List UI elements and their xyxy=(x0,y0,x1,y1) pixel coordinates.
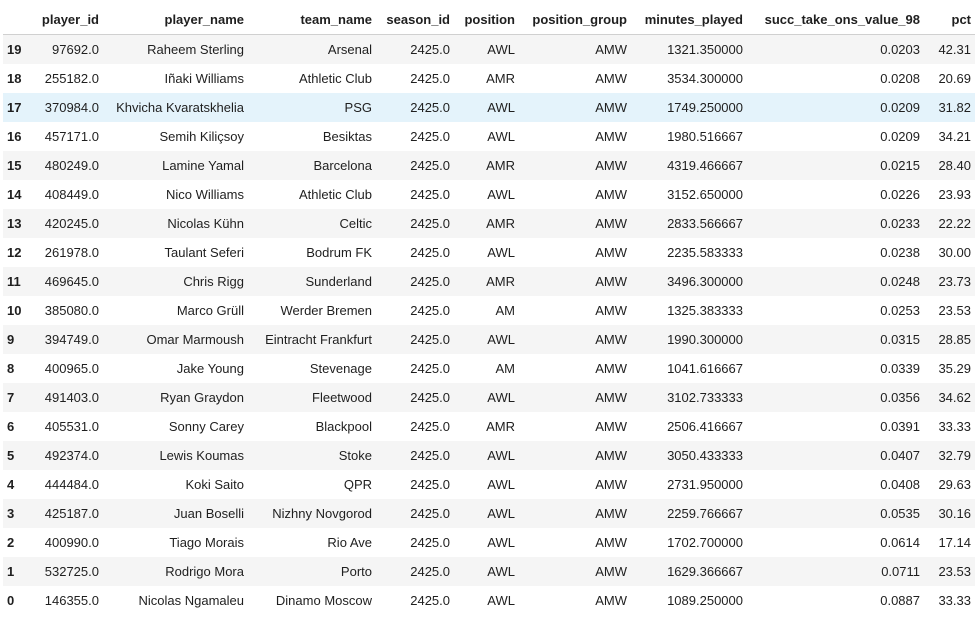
cell-position: AWL xyxy=(487,535,515,550)
cell-season-id: 2425.0 xyxy=(410,158,450,173)
cell-season-id: 2425.0 xyxy=(410,303,450,318)
cell-minutes-played: 3534.300000 xyxy=(667,71,743,86)
cell-position: AMR xyxy=(486,158,515,173)
cell-position: AWL xyxy=(487,332,515,347)
cell-season-id: 2425.0 xyxy=(410,100,450,115)
cell-player-name: Lamine Yamal xyxy=(162,158,244,173)
cell-team-name: Rio Ave xyxy=(327,535,372,550)
cell-succ-take-ons-value-98: 0.0253 xyxy=(880,303,920,318)
cell-season-id: 2425.0 xyxy=(410,332,450,347)
table-row xyxy=(3,470,975,499)
cell-team-name: Besiktas xyxy=(322,129,372,144)
column-header-player-name: player_name xyxy=(103,4,248,35)
cell-player-name: Nicolas Ngamaleu xyxy=(138,593,244,608)
cell-succ-take-ons-value-98: 0.0208 xyxy=(880,71,920,86)
cell-team-name: Werder Bremen xyxy=(280,303,372,318)
cell-team-name: Stevenage xyxy=(309,361,372,376)
cell-position-group: AMW xyxy=(595,100,627,115)
cell-succ-take-ons-value-98: 0.0226 xyxy=(880,187,920,202)
cell-position: AWL xyxy=(487,129,515,144)
cell-minutes-played: 1041.616667 xyxy=(667,361,743,376)
row-index: 7 xyxy=(7,390,15,405)
cell-position: AMR xyxy=(486,216,515,231)
row-index: 6 xyxy=(7,419,15,434)
cell-player-id: 97692.0 xyxy=(52,42,99,57)
cell-player-id: 408449.0 xyxy=(44,187,99,202)
cell-season-id: 2425.0 xyxy=(410,187,450,202)
cell-pct: 32.79 xyxy=(938,448,971,463)
cell-minutes-played: 1629.366667 xyxy=(667,564,743,579)
cell-minutes-played: 1321.350000 xyxy=(667,42,743,57)
cell-season-id: 2425.0 xyxy=(410,593,450,608)
row-index: 15 xyxy=(7,158,22,173)
cell-minutes-played: 3496.300000 xyxy=(667,274,743,289)
column-header-position-group: position_group xyxy=(519,4,631,35)
cell-minutes-played: 1749.250000 xyxy=(667,100,743,115)
cell-position-group: AMW xyxy=(595,303,627,318)
table-row xyxy=(3,296,975,325)
cell-player-id: 255182.0 xyxy=(44,71,99,86)
cell-season-id: 2425.0 xyxy=(410,506,450,521)
row-index: 14 xyxy=(7,187,22,202)
cell-minutes-played: 3050.433333 xyxy=(667,448,743,463)
cell-player-id: 420245.0 xyxy=(44,216,99,231)
cell-pct: 23.73 xyxy=(938,274,971,289)
table-row xyxy=(3,209,975,238)
column-header-pct: pct xyxy=(924,4,975,35)
cell-pct: 35.29 xyxy=(938,361,971,376)
cell-player-id: 480249.0 xyxy=(44,158,99,173)
cell-position-group: AMW xyxy=(595,42,627,57)
cell-player-name: Koki Saito xyxy=(185,477,244,492)
cell-position: AWL xyxy=(487,564,515,579)
cell-position-group: AMW xyxy=(595,535,627,550)
cell-team-name: Stoke xyxy=(338,448,372,463)
cell-pct: 23.93 xyxy=(938,187,971,202)
cell-player-id: 457171.0 xyxy=(44,129,99,144)
cell-season-id: 2425.0 xyxy=(410,42,450,57)
cell-team-name: Barcelona xyxy=(313,158,372,173)
cell-season-id: 2425.0 xyxy=(410,477,450,492)
cell-position-group: AMW xyxy=(595,419,627,434)
table-header xyxy=(3,4,975,35)
row-index: 19 xyxy=(7,42,22,57)
cell-succ-take-ons-value-98: 0.0233 xyxy=(880,216,920,231)
cell-succ-take-ons-value-98: 0.0339 xyxy=(880,361,920,376)
cell-pct: 28.40 xyxy=(938,158,971,173)
cell-pct: 30.16 xyxy=(938,506,971,521)
table-row xyxy=(3,441,975,470)
cell-succ-take-ons-value-98: 0.0238 xyxy=(880,245,920,260)
cell-succ-take-ons-value-98: 0.0711 xyxy=(881,564,920,579)
cell-player-name: Nico Williams xyxy=(166,187,244,202)
cell-minutes-played: 4319.466667 xyxy=(667,158,743,173)
cell-player-name: Juan Boselli xyxy=(173,506,244,521)
cell-minutes-played: 1089.250000 xyxy=(667,593,743,608)
column-header-index xyxy=(3,4,31,35)
column-header-minutes-played: minutes_played xyxy=(631,4,747,35)
row-index: 4 xyxy=(7,477,15,492)
cell-pct: 23.53 xyxy=(938,564,971,579)
cell-minutes-played: 2235.583333 xyxy=(667,245,743,260)
row-index: 18 xyxy=(7,71,22,86)
cell-season-id: 2425.0 xyxy=(410,129,450,144)
cell-minutes-played: 2731.950000 xyxy=(667,477,743,492)
cell-team-name: Nizhny Novgorod xyxy=(272,506,372,521)
cell-player-id: 491403.0 xyxy=(44,390,99,405)
cell-pct: 22.22 xyxy=(938,216,971,231)
cell-position: AM xyxy=(495,361,515,376)
cell-pct: 29.63 xyxy=(938,477,971,492)
table-row xyxy=(3,586,975,615)
table-row xyxy=(3,325,975,354)
cell-season-id: 2425.0 xyxy=(410,535,450,550)
row-index: 10 xyxy=(7,303,22,318)
cell-player-name: Sonny Carey xyxy=(168,419,244,434)
cell-team-name: Porto xyxy=(340,564,372,579)
cell-player-name: Omar Marmoush xyxy=(146,332,244,347)
cell-minutes-played: 1702.700000 xyxy=(667,535,743,550)
row-index: 1 xyxy=(7,564,15,579)
table-row xyxy=(3,122,975,151)
row-index: 2 xyxy=(7,535,15,550)
cell-player-name: Nicolas Kühn xyxy=(167,216,244,231)
cell-position: AM xyxy=(495,303,515,318)
cell-minutes-played: 2833.566667 xyxy=(667,216,743,231)
cell-season-id: 2425.0 xyxy=(410,71,450,86)
row-index: 17 xyxy=(7,100,22,115)
cell-position: AWL xyxy=(487,187,515,202)
cell-season-id: 2425.0 xyxy=(410,419,450,434)
cell-player-id: 425187.0 xyxy=(44,506,99,521)
cell-pct: 28.85 xyxy=(938,332,971,347)
cell-player-id: 469645.0 xyxy=(44,274,99,289)
cell-team-name: PSG xyxy=(344,100,372,115)
cell-season-id: 2425.0 xyxy=(410,245,450,260)
cell-season-id: 2425.0 xyxy=(410,216,450,231)
cell-player-name: Semih Kiliçsoy xyxy=(159,129,244,144)
cell-position: AWL xyxy=(487,477,515,492)
cell-position: AWL xyxy=(487,593,515,608)
cell-position-group: AMW xyxy=(595,187,627,202)
cell-succ-take-ons-value-98: 0.0203 xyxy=(880,42,920,57)
cell-pct: 17.14 xyxy=(938,535,971,550)
cell-pct: 23.53 xyxy=(938,303,971,318)
cell-position-group: AMW xyxy=(595,361,627,376)
cell-position-group: AMW xyxy=(595,564,627,579)
cell-player-name: Raheem Sterling xyxy=(147,42,244,57)
cell-team-name: Sunderland xyxy=(305,274,372,289)
cell-minutes-played: 1325.383333 xyxy=(667,303,743,318)
table-row xyxy=(3,93,975,122)
cell-player-id: 400965.0 xyxy=(44,361,99,376)
table-row xyxy=(3,35,975,65)
row-index: 16 xyxy=(7,129,22,144)
cell-succ-take-ons-value-98: 0.0315 xyxy=(880,332,920,347)
column-header-succ-take-ons-value-98: succ_take_ons_value_98 xyxy=(747,4,924,35)
cell-team-name: Fleetwood xyxy=(312,390,372,405)
cell-player-name: Taulant Seferi xyxy=(164,245,244,260)
cell-position-group: AMW xyxy=(595,216,627,231)
cell-player-name: Rodrigo Mora xyxy=(165,564,244,579)
cell-position: AMR xyxy=(486,274,515,289)
cell-succ-take-ons-value-98: 0.0887 xyxy=(880,593,920,608)
table-row xyxy=(3,151,975,180)
cell-position-group: AMW xyxy=(595,129,627,144)
cell-season-id: 2425.0 xyxy=(410,564,450,579)
cell-pct: 31.82 xyxy=(938,100,971,115)
table-row xyxy=(3,238,975,267)
cell-position: AMR xyxy=(486,71,515,86)
cell-player-id: 370984.0 xyxy=(44,100,99,115)
row-index: 5 xyxy=(7,448,15,463)
cell-team-name: Bodrum FK xyxy=(306,245,372,260)
cell-position-group: AMW xyxy=(595,71,627,86)
cell-position-group: AMW xyxy=(595,245,627,260)
cell-minutes-played: 2506.416667 xyxy=(667,419,743,434)
row-index: 8 xyxy=(7,361,15,376)
table-row xyxy=(3,412,975,441)
cell-minutes-played: 2259.766667 xyxy=(667,506,743,521)
cell-succ-take-ons-value-98: 0.0408 xyxy=(880,477,920,492)
cell-player-id: 385080.0 xyxy=(44,303,99,318)
cell-player-name: Ryan Graydon xyxy=(160,390,244,405)
cell-player-name: Iñaki Williams xyxy=(164,71,244,86)
cell-position-group: AMW xyxy=(595,390,627,405)
cell-minutes-played: 3102.733333 xyxy=(667,390,743,405)
cell-pct: 30.00 xyxy=(938,245,971,260)
cell-team-name: Celtic xyxy=(339,216,372,231)
table-row xyxy=(3,267,975,296)
cell-position: AWL xyxy=(487,245,515,260)
cell-position-group: AMW xyxy=(595,593,627,608)
table-row xyxy=(3,354,975,383)
cell-position-group: AMW xyxy=(595,332,627,347)
cell-succ-take-ons-value-98: 0.0407 xyxy=(880,448,920,463)
cell-position-group: AMW xyxy=(595,506,627,521)
row-index: 13 xyxy=(7,216,22,231)
row-index: 11 xyxy=(7,274,21,289)
table-row xyxy=(3,499,975,528)
cell-season-id: 2425.0 xyxy=(410,274,450,289)
cell-team-name: QPR xyxy=(343,477,372,492)
table-row xyxy=(3,528,975,557)
cell-season-id: 2425.0 xyxy=(410,448,450,463)
cell-player-id: 146355.0 xyxy=(44,593,99,608)
table-row xyxy=(3,557,975,586)
cell-position-group: AMW xyxy=(595,477,627,492)
column-header-season-id: season_id xyxy=(376,4,454,35)
cell-minutes-played: 3152.650000 xyxy=(667,187,743,202)
cell-position: AWL xyxy=(487,100,515,115)
cell-pct: 34.62 xyxy=(938,390,971,405)
cell-team-name: Arsenal xyxy=(327,42,372,57)
cell-position: AWL xyxy=(487,390,515,405)
cell-succ-take-ons-value-98: 0.0209 xyxy=(880,129,920,144)
cell-player-id: 394749.0 xyxy=(44,332,99,347)
cell-position: AWL xyxy=(487,506,515,521)
cell-succ-take-ons-value-98: 0.0391 xyxy=(880,419,920,434)
cell-position-group: AMW xyxy=(595,158,627,173)
table-row xyxy=(3,383,975,412)
cell-player-id: 400990.0 xyxy=(44,535,99,550)
header-row xyxy=(3,4,975,35)
cell-player-id: 405531.0 xyxy=(44,419,99,434)
cell-player-id: 492374.0 xyxy=(44,448,99,463)
cell-season-id: 2425.0 xyxy=(410,361,450,376)
cell-season-id: 2425.0 xyxy=(410,390,450,405)
cell-succ-take-ons-value-98: 0.0209 xyxy=(880,100,920,115)
cell-team-name: Blackpool xyxy=(315,419,372,434)
cell-position: AMR xyxy=(486,419,515,434)
cell-minutes-played: 1980.516667 xyxy=(667,129,743,144)
row-index: 0 xyxy=(7,593,15,608)
dataframe-table xyxy=(3,4,975,615)
column-header-player-id: player_id xyxy=(31,4,103,35)
cell-succ-take-ons-value-98: 0.0248 xyxy=(880,274,920,289)
cell-player-id: 444484.0 xyxy=(44,477,99,492)
cell-succ-take-ons-value-98: 0.0614 xyxy=(880,535,920,550)
cell-team-name: Eintracht Frankfurt xyxy=(265,332,372,347)
cell-team-name: Athletic Club xyxy=(299,71,372,86)
cell-team-name: Dinamo Moscow xyxy=(275,593,372,608)
cell-team-name: Athletic Club xyxy=(299,187,372,202)
column-header-position: position xyxy=(454,4,519,35)
cell-player-name: Khvicha Kvaratskhelia xyxy=(116,100,244,115)
cell-player-name: Marco Grüll xyxy=(176,303,244,318)
table-row xyxy=(3,180,975,209)
cell-position-group: AMW xyxy=(595,448,627,463)
cell-minutes-played: 1990.300000 xyxy=(667,332,743,347)
cell-player-name: Chris Rigg xyxy=(183,274,244,289)
cell-player-name: Lewis Koumas xyxy=(159,448,244,463)
cell-pct: 33.33 xyxy=(938,419,971,434)
cell-succ-take-ons-value-98: 0.0356 xyxy=(880,390,920,405)
cell-player-id: 532725.0 xyxy=(44,564,99,579)
table-body xyxy=(3,35,975,616)
column-header-team-name: team_name xyxy=(248,4,376,35)
cell-succ-take-ons-value-98: 0.0535 xyxy=(880,506,920,521)
cell-succ-take-ons-value-98: 0.0215 xyxy=(880,158,920,173)
cell-pct: 42.31 xyxy=(938,42,971,57)
cell-position-group: AMW xyxy=(595,274,627,289)
row-index: 9 xyxy=(7,332,15,347)
cell-player-name: Tiago Morais xyxy=(169,535,244,550)
cell-pct: 33.33 xyxy=(938,593,971,608)
cell-pct: 34.21 xyxy=(938,129,971,144)
cell-player-id: 261978.0 xyxy=(44,245,99,260)
cell-pct: 20.69 xyxy=(938,71,971,86)
cell-position: AWL xyxy=(487,42,515,57)
cell-position: AWL xyxy=(487,448,515,463)
row-index: 3 xyxy=(7,506,15,521)
table-row xyxy=(3,64,975,93)
cell-player-name: Jake Young xyxy=(176,361,244,376)
row-index: 12 xyxy=(7,245,22,260)
